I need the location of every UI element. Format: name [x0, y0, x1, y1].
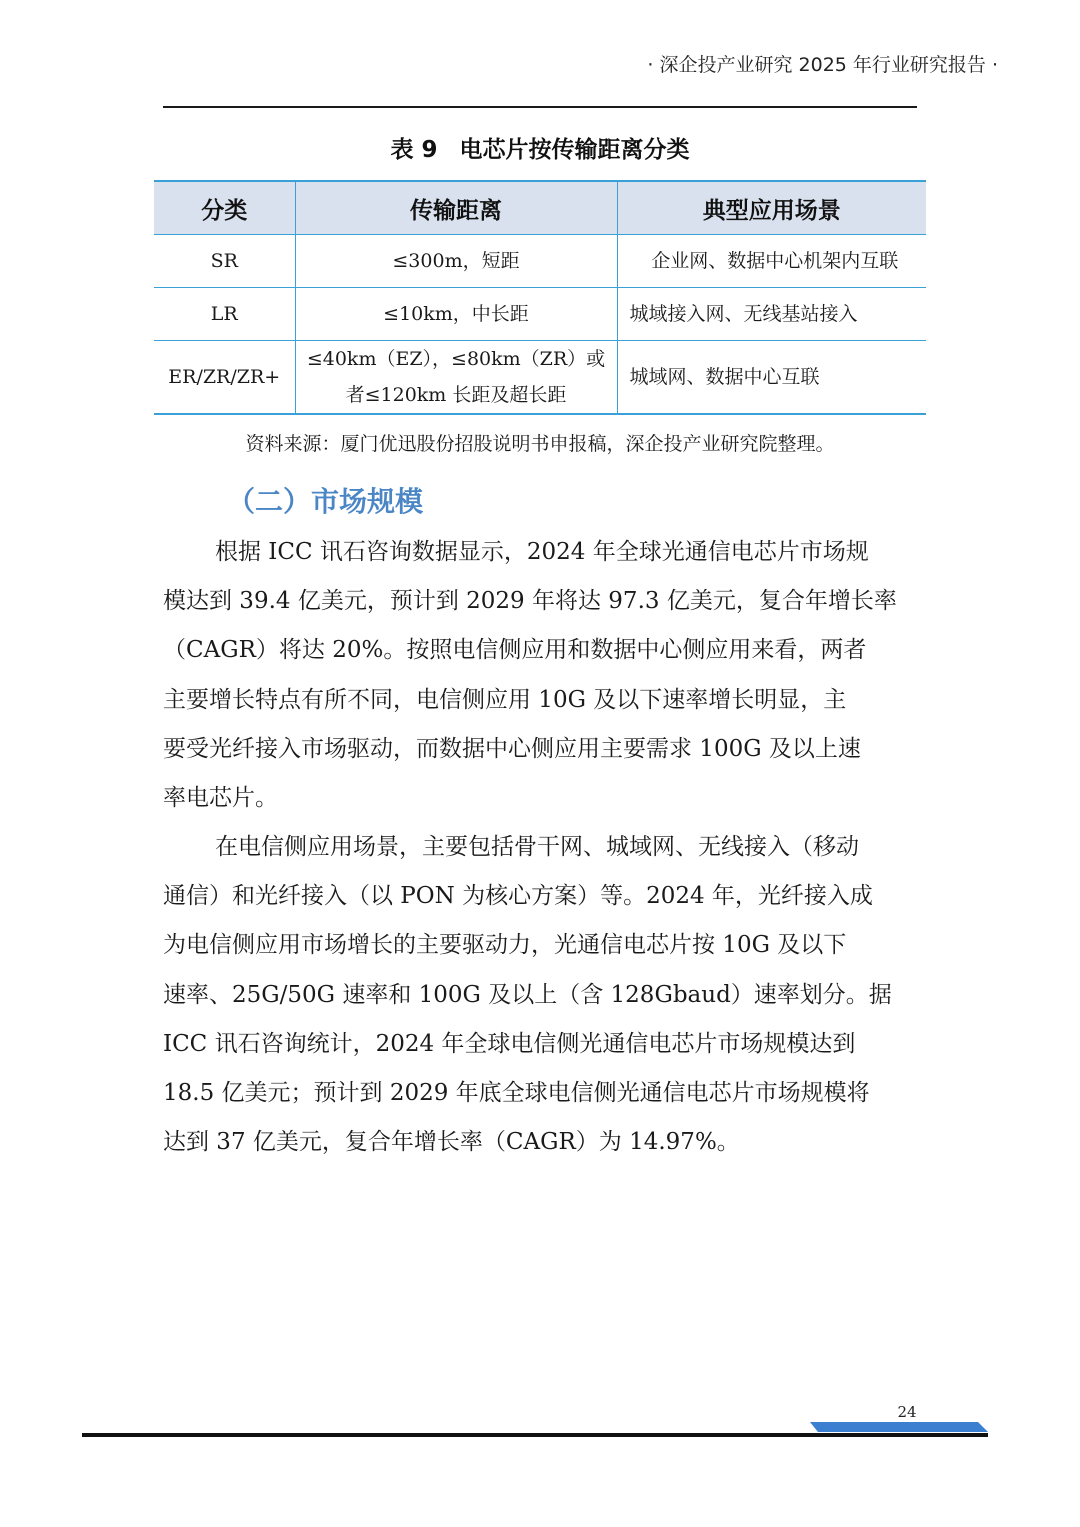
table-row	[154, 288, 926, 341]
table-caption-title: 电芯片按传输距离分类	[459, 137, 690, 163]
page-number: 24	[897, 1403, 917, 1421]
table-source-note: 资料来源：厦门优迅股份招股说明书申报稿，深企投产业研究院整理。	[245, 433, 835, 455]
paragraph-line: 要受光纤接入市场驱动，而数据中心侧应用主要需求 100G 及以上速	[163, 735, 861, 762]
paragraph-line: 为电信侧应用市场增长的主要驱动力，光通信电芯片按 10G 及以下	[163, 932, 847, 959]
cell-category: ER/ZR/ZR+	[154, 341, 295, 415]
cell-distance: ≤300m，短距	[295, 235, 617, 288]
paragraph-line: 通信）和光纤接入（以 PON 为核心方案）等。2024 年，光纤接入成	[163, 883, 873, 910]
paragraph-telecom	[163, 823, 923, 1167]
paragraph-line: 在电信侧应用场景，主要包括骨干网、城域网、无线接入（移动	[215, 834, 859, 860]
cell-scene: 城域接入网、无线基站接入	[617, 288, 926, 341]
table-row	[154, 235, 926, 288]
footer-rule	[82, 1433, 988, 1437]
distance-classification-table	[154, 180, 926, 415]
paragraph-line: 主要增长特点有所不同，电信侧应用 10G 及以下速率增长明显，主	[163, 686, 847, 713]
column-header-category: 分类	[154, 181, 295, 235]
table-row	[154, 341, 926, 415]
table-caption	[163, 131, 917, 164]
paragraph-line: （CAGR）将达 20%。按照电信侧应用和数据中心侧应用来看，两者	[163, 637, 867, 664]
footer-accent-band	[0, 1420, 1080, 1440]
cell-distance-line: 者≤120km 长距及超长距	[345, 384, 567, 406]
cell-distance: ≤10km，中长距	[295, 288, 617, 341]
paragraph-line: 模达到 39.4 亿美元，预计到 2029 年将达 97.3 亿美元，复合年增长率	[163, 588, 897, 615]
section-heading: （二）市场规模	[227, 485, 424, 518]
paragraph-line: 达到 37 亿美元，复合年增长率（CAGR）为 14.97%。	[163, 1129, 740, 1156]
footer-accent-shape	[810, 1422, 988, 1432]
paragraph-line: ICC 讯石咨询统计，2024 年全球电信侧光通信电芯片市场规模达到	[163, 1030, 856, 1057]
paragraph-line: 18.5 亿美元；预计到 2029 年底全球电信侧光通信电芯片市场规模将	[163, 1079, 870, 1106]
cell-scene: 企业网、数据中心机架内互联	[617, 235, 926, 288]
cell-category: LR	[154, 288, 295, 341]
header-rule	[163, 106, 917, 108]
paragraph-line: 率电芯片。	[163, 784, 278, 811]
cell-scene: 城域网、数据中心互联	[617, 341, 926, 415]
cell-distance-line: ≤40km（EZ），≤80km（ZR）或	[306, 348, 606, 370]
table-header-row	[154, 181, 926, 235]
paragraph-line: 根据 ICC 讯石咨询数据显示，2024 年全球光通信电芯片市场规	[215, 539, 869, 565]
column-header-distance: 传输距离	[295, 181, 617, 235]
column-header-scene: 典型应用场景	[617, 181, 926, 235]
paragraph-line: 速率、25G/50G 速率和 100G 及以上（含 128Gbaud）速率划分。据	[163, 981, 892, 1008]
cell-distance	[295, 341, 617, 415]
table-caption-number: 表 9	[390, 137, 438, 163]
cell-category: SR	[154, 235, 295, 288]
paragraph-market-size	[163, 528, 923, 823]
running-header: · 深企投产业研究 2025 年行业研究报告 ·	[647, 54, 998, 76]
